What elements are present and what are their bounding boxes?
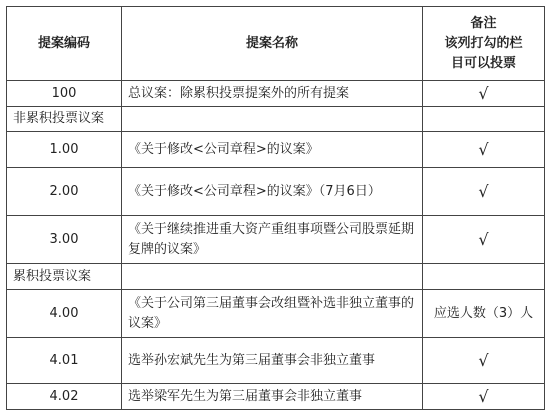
header-note-line1: 该列打勾的栏 (444, 35, 523, 51)
section-label-non-cumulative: 非累积投票议案 (7, 107, 122, 132)
check-mark: √ (423, 216, 545, 264)
check-mark: √ (423, 168, 545, 216)
header-code: 提案编码 (7, 7, 122, 81)
table-row (7, 290, 545, 338)
proposal-table (6, 6, 545, 410)
check-mark: √ (423, 81, 545, 107)
proposal-code: 4.02 (7, 384, 122, 410)
section-row (7, 107, 545, 132)
table-row (7, 168, 545, 216)
proposal-name: 总议案：除累积投票提案外的所有提案 (122, 81, 423, 107)
header-note-line2: 目可以投票 (450, 55, 516, 71)
check-mark: √ (423, 338, 545, 384)
proposal-code: 100 (7, 81, 122, 107)
proposal-code: 1.00 (7, 132, 122, 168)
table-header-row (7, 7, 545, 81)
proposal-code: 4.01 (7, 338, 122, 384)
header-name: 提案名称 (122, 7, 423, 81)
table-row (7, 132, 545, 168)
section-row (7, 264, 545, 290)
table-row (7, 384, 545, 410)
proposal-name: 选举梁军先生为第三届董事会非独立董事 (122, 384, 423, 410)
proposal-name: 《关于继续推进重大资产重组事项暨公司股票延期复牌的议案》 (122, 216, 423, 264)
proposal-name: 《关于修改<公司章程>的议案》 (122, 132, 423, 168)
section-label-cumulative: 累积投票议案 (7, 264, 122, 290)
proposal-name: 《关于公司第三届董事会改组暨补选非独立董事的议案》 (122, 290, 423, 338)
proposal-name: 选举孙宏斌先生为第三届董事会非独立董事 (122, 338, 423, 384)
proposal-code: 2.00 (7, 168, 122, 216)
header-note-title: 备注 (470, 15, 497, 31)
table-row (7, 216, 545, 264)
seats-note: 应选人数（3）人 (423, 290, 545, 338)
table-row (7, 81, 545, 107)
proposal-code: 4.00 (7, 290, 122, 338)
proposal-name: 《关于修改<公司章程>的议案》（7月6日） (122, 168, 423, 216)
table-row (7, 338, 545, 384)
check-mark: √ (423, 132, 545, 168)
check-mark: √ (423, 384, 545, 410)
proposal-code: 3.00 (7, 216, 122, 264)
header-note (423, 7, 545, 81)
